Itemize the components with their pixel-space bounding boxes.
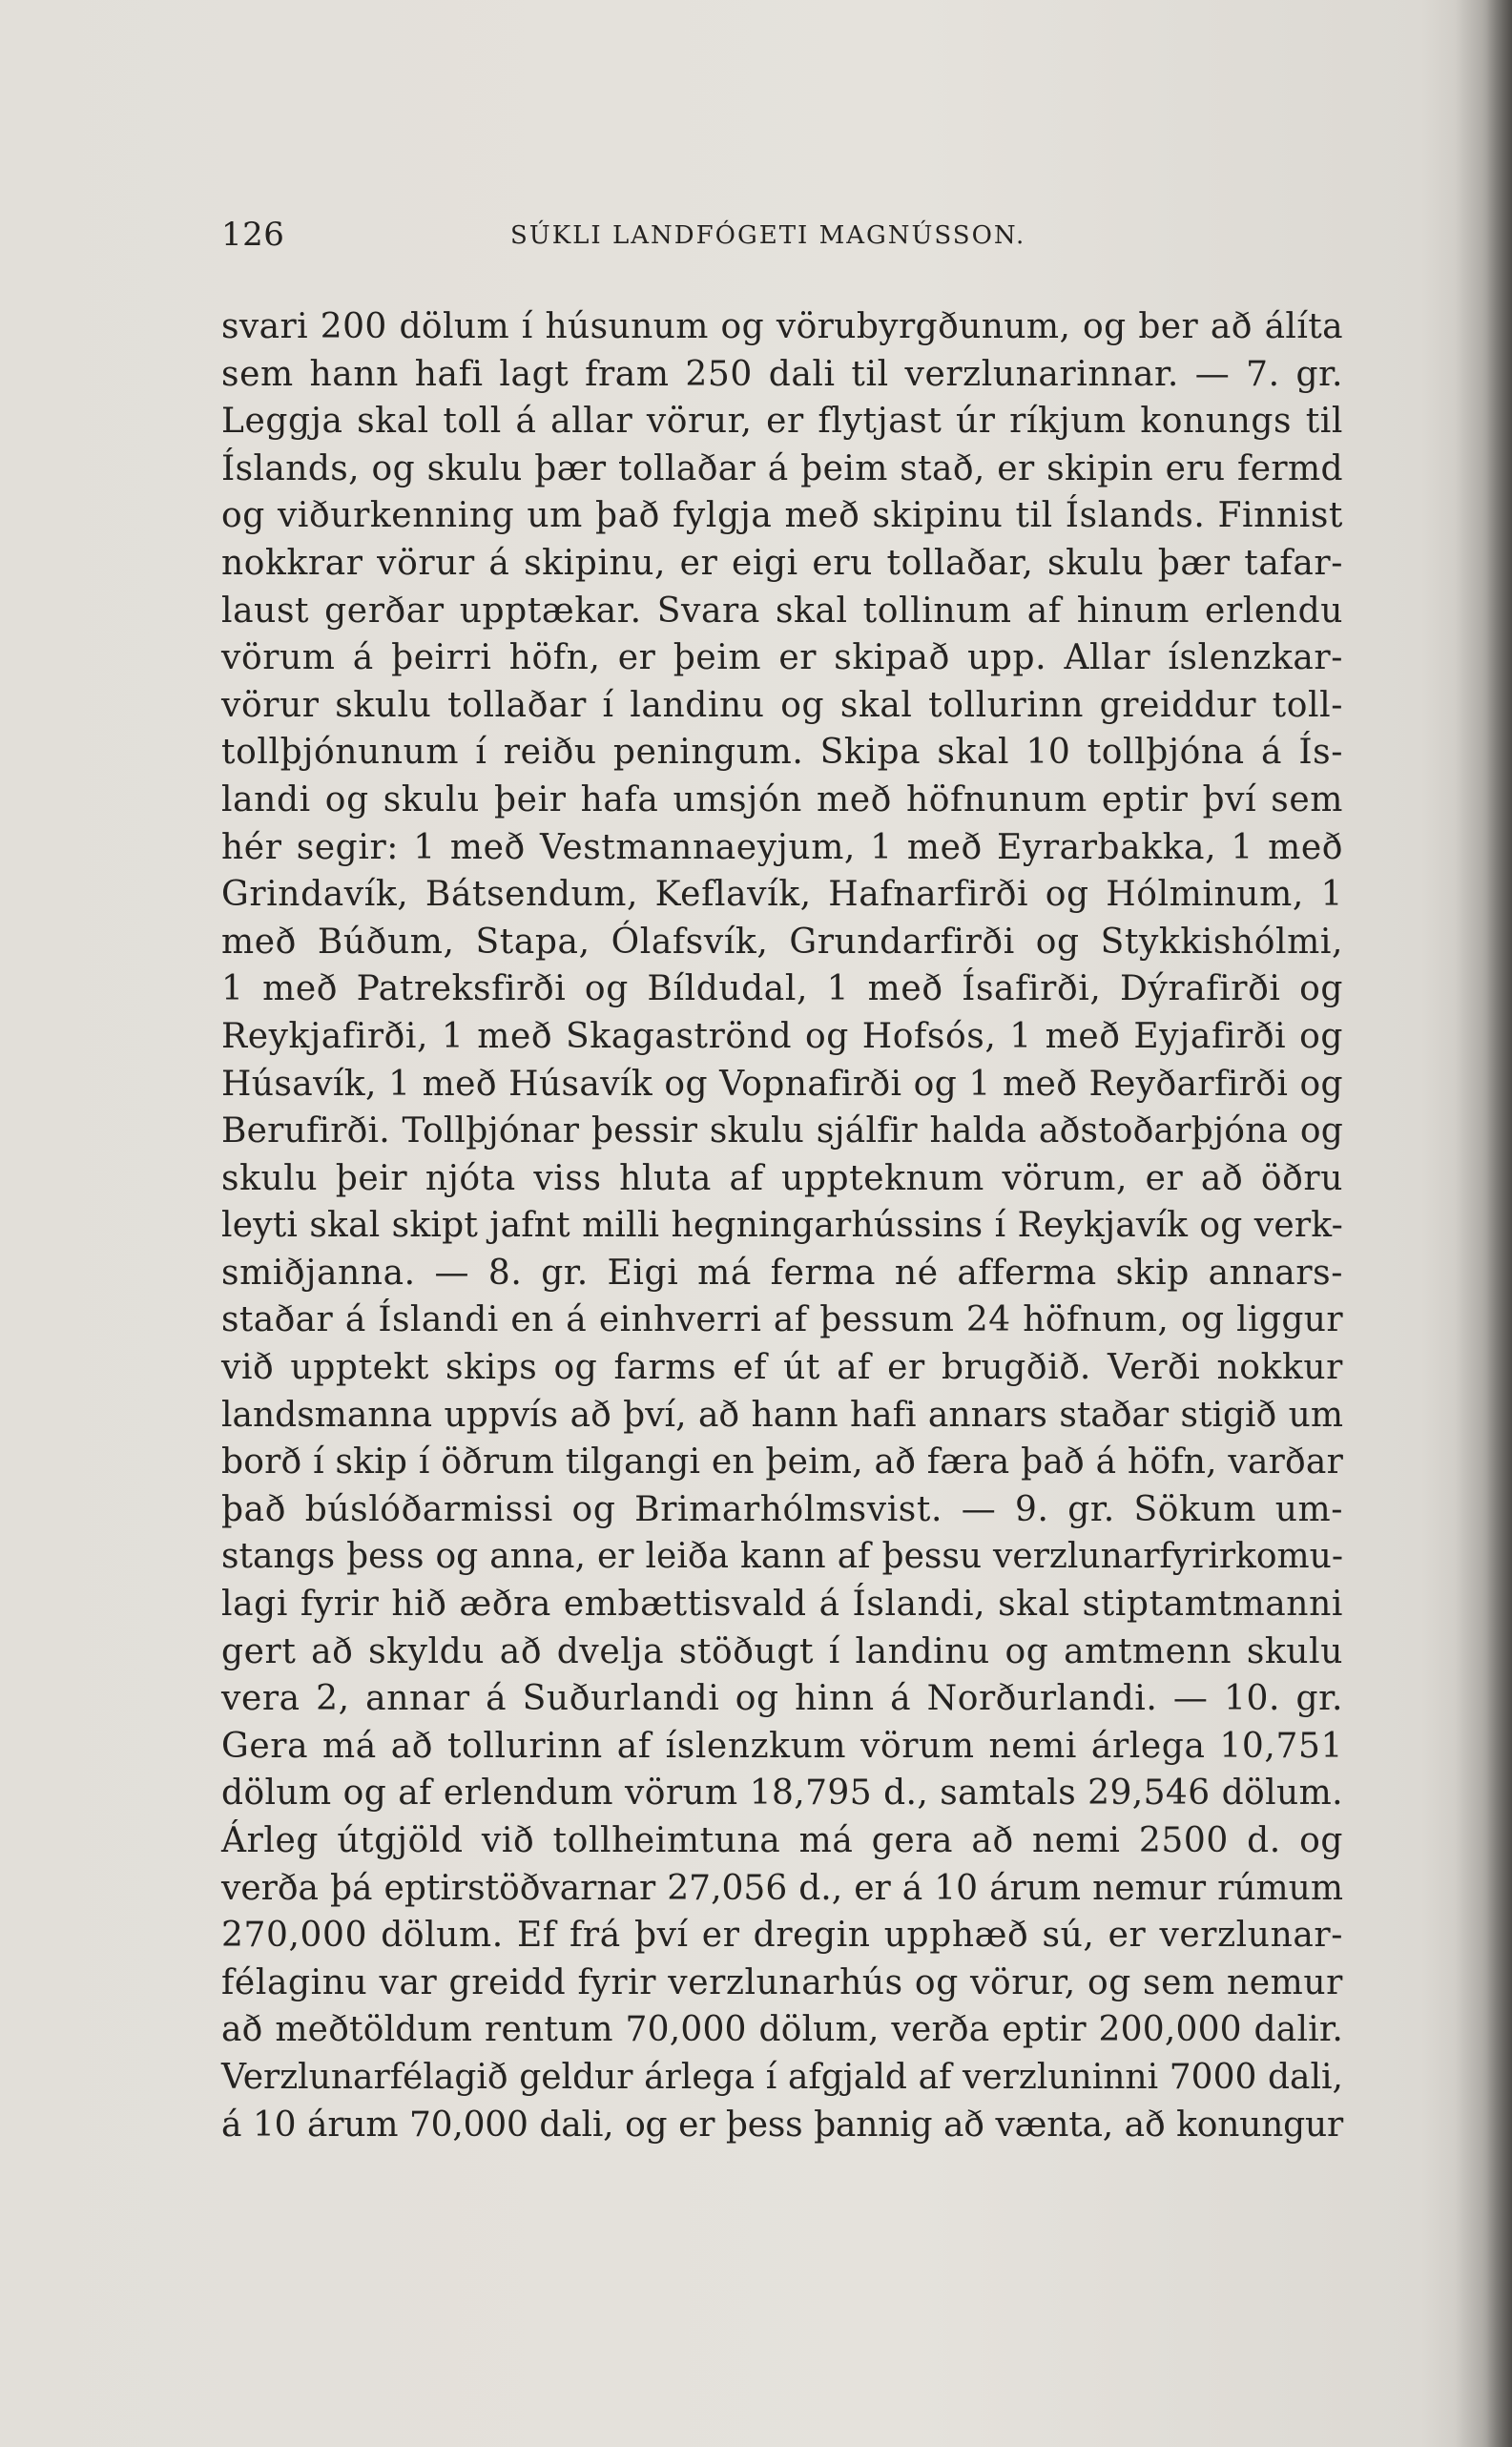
text-line: það búslóðarmissi og Brimarhólmsvist. — 9. gr. Sökum um- (221, 1489, 1343, 1529)
body-text (221, 303, 1343, 2148)
text-line: 1 með Patreksfirði og Bíldudal, 1 með Ísafirði, Dýrafirði og (221, 969, 1343, 1009)
text-line: borð í skip í öðrum tilgangi en þeim, að færa það á höfn, varðar (221, 1442, 1343, 1483)
text-line: skulu þeir njóta viss hluta af uppteknum vörum, er að öðru (221, 1158, 1343, 1198)
text-line: og viðurkenning um það fylgja með skipinu til Íslands. Finnist (221, 496, 1343, 536)
text-line: félaginu var greidd fyrir verzlunarhús og vörur, og sem nemur (221, 1962, 1343, 2002)
text-line: að meðtöldum rentum 70,000 dölum, verða eptir 200,000 dalir. (221, 2010, 1343, 2050)
text-line: Húsavík, 1 með Húsavík og Vopnafirði og 1 með Reyðarfirði og (221, 1064, 1343, 1104)
page-header (221, 216, 1080, 263)
text-line: tollþjónunum í reiðu peningum. Skipa skal 10 tollþjóna á Ís- (221, 733, 1343, 773)
text-line: nokkrar vörur á skipinu, er eigi eru tollaðar, skulu þær tafar- (221, 543, 1343, 583)
text-line: á 10 árum 70,000 dali, og er þess þannig að vænta, að konungur (221, 2105, 1343, 2145)
text-line: vörur skulu tollaðar í landinu og skal tollurinn greiddur toll- (221, 685, 1343, 725)
text-line: vera 2, annar á Suðurlandi og hinn á Norðurlandi. — 10. gr. (221, 1679, 1343, 1719)
text-line: smiðjanna. — 8. gr. Eigi má ferma né afferma skip annars- (221, 1253, 1343, 1293)
text-line: lagi fyrir hið æðra embættisvald á Íslandi, skal stiptamtmanni (221, 1585, 1343, 1625)
running-title: SÚKLI LANDFÓGETI MAGNÚSSON. (510, 221, 1026, 250)
text-line: stangs þess og anna, er leiða kann af þessu verzlunarfyrirkomu- (221, 1537, 1343, 1577)
text-line: dölum og af erlendum vörum 18,795 d., samtals 29,546 dölum. (221, 1773, 1343, 1814)
text-line: Íslands, og skulu þær tollaðar á þeim stað, er skipin eru fermd (221, 448, 1343, 488)
text-line: landi og skulu þeir hafa umsjón með höfnunum eptir því sem (221, 779, 1343, 819)
text-line: sem hann hafi lagt fram 250 dali til verzlunarinnar. — 7. gr. (221, 354, 1343, 394)
text-line: laust gerðar upptækar. Svara skal tollinum af hinum erlendu (221, 591, 1343, 631)
text-line: Berufirði. Tollþjónar þessir skulu sjálfir halda aðstoðarþjóna og (221, 1111, 1343, 1151)
text-line: verða þá eptirstöðvarnar 27,056 d., er á 10 árum nemur rúmum (221, 1868, 1343, 1908)
text-line: gert að skyldu að dvelja stöðugt í landinu og amtmenn skulu (221, 1631, 1343, 1671)
text-line: 270,000 dölum. Ef frá því er dregin upphæð sú, er verzlunar- (221, 1916, 1343, 1956)
text-line: Árleg útgjöld við tollheimtuna má gera að nemi 2500 d. og (221, 1821, 1343, 1860)
text-line: vörum á þeirri höfn, er þeim er skipað upp. Allar íslenzkar- (221, 638, 1343, 678)
text-line: staðar á Íslandi en á einhverri af þessum 24 höfnum, og liggur (221, 1300, 1343, 1340)
page-gutter-shadow (1455, 0, 1512, 2447)
page-number: 126 (221, 216, 285, 254)
text-line: landsmanna uppvís að því, að hann hafi annars staðar stigið um (221, 1395, 1343, 1435)
text-line: Leggja skal toll á allar vörur, er flytjast úr ríkjum konungs til (221, 402, 1343, 442)
text-line: Grindavík, Bátsendum, Keflavík, Hafnarfirði og Hólminum, 1 (221, 875, 1343, 915)
text-line: Verzlunarfélagið geldur árlega í afgjald af verzluninni 7000 dali, (221, 2057, 1343, 2097)
text-line: hér segir: 1 með Vestmannaeyjum, 1 með Eyrarbakka, 1 með (221, 827, 1343, 867)
text-line: leyti skal skipt jafnt milli hegningarhússins í Reykjavík og verk- (221, 1206, 1343, 1246)
text-line: við upptekt skips og farms ef út af er brugðið. Verði nokkur (221, 1348, 1343, 1388)
text-line: Gera má að tollurinn af íslenzkum vörum nemi árlega 10,751 (221, 1726, 1343, 1766)
text-line: með Búðum, Stapa, Ólafsvík, Grundarfirði og Stykkishólmi, (221, 922, 1343, 962)
text-line: svari 200 dölum í húsunum og vörubyrgðunum, og ber að álíta (221, 307, 1343, 346)
text-line: Reykjafirði, 1 með Skagaströnd og Hofsós, 1 með Eyjafirði og (221, 1016, 1343, 1056)
